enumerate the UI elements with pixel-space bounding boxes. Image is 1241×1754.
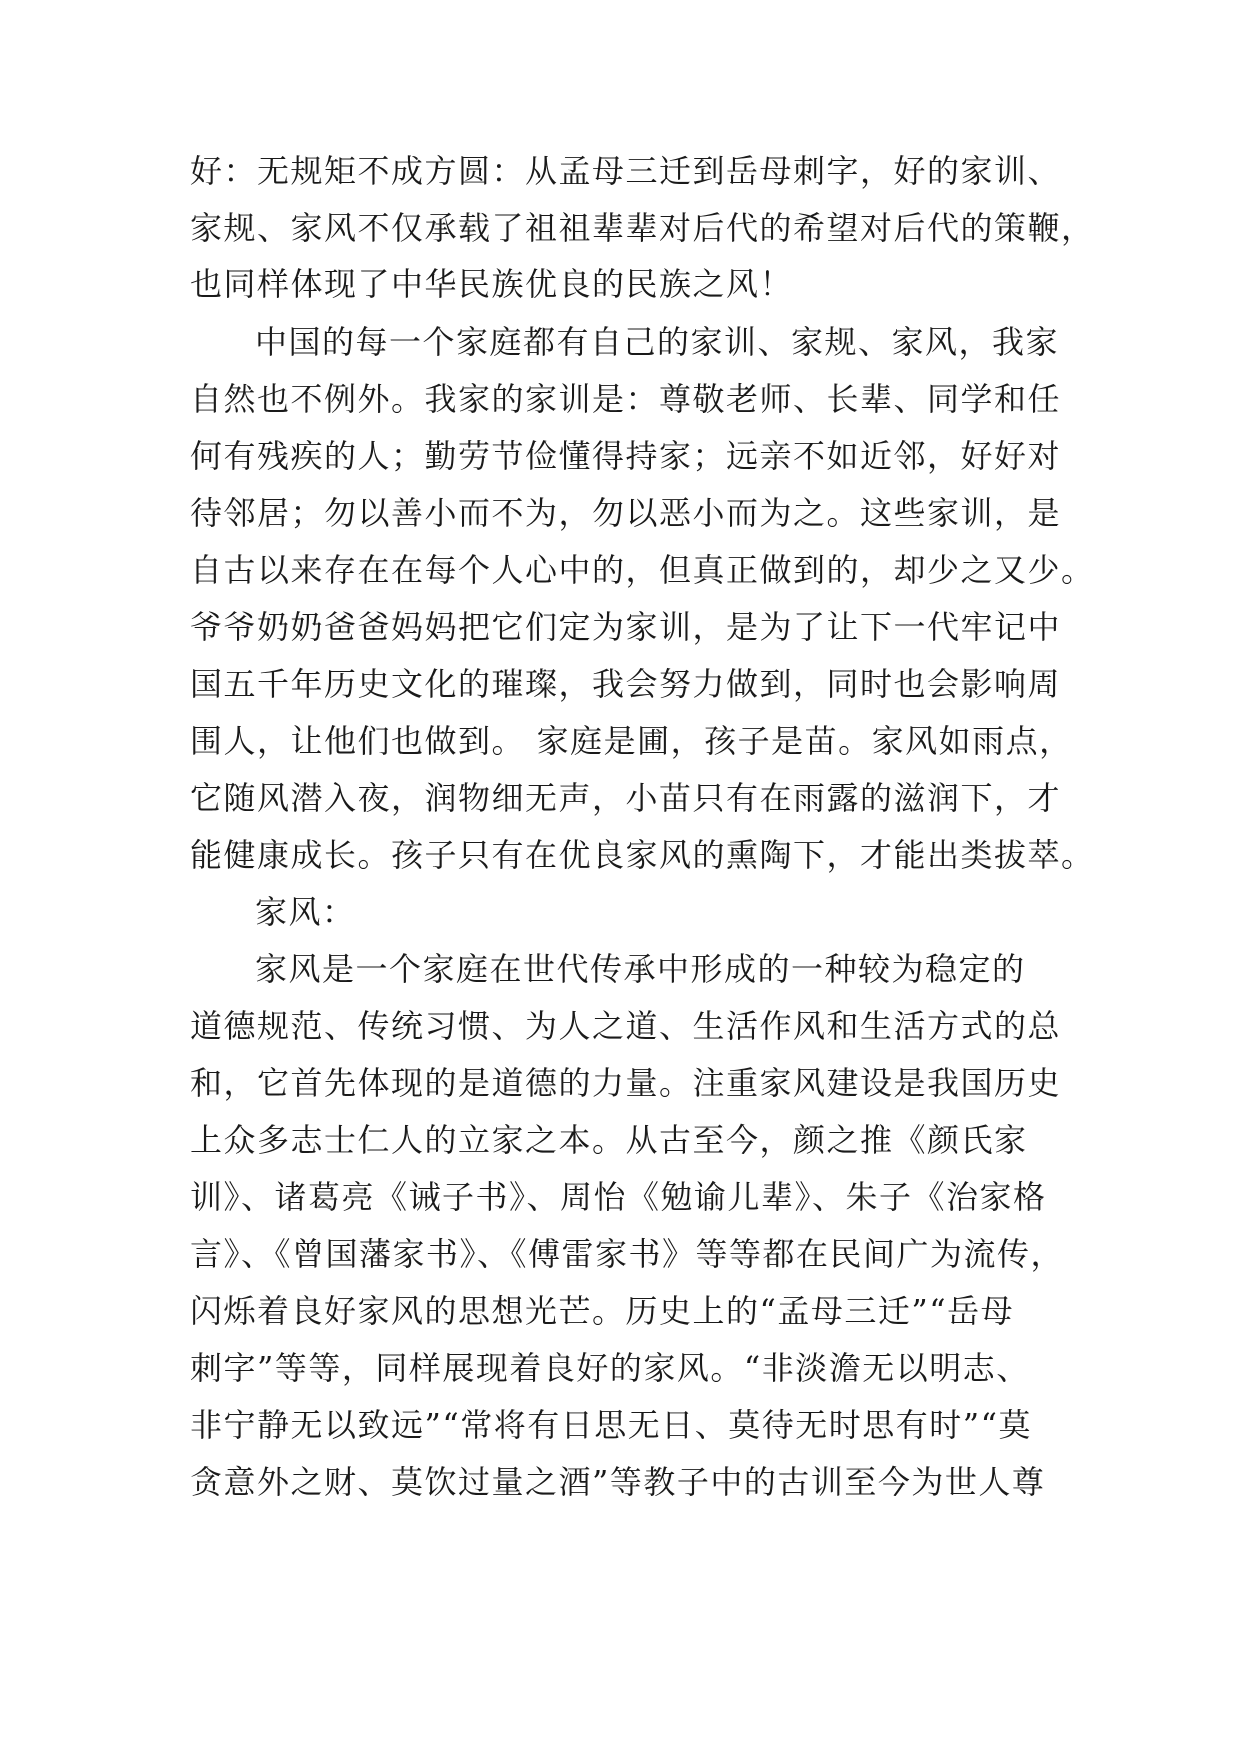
text-line: 爷爷奶奶爸爸妈妈把它们定为家训，是为了让下一代牢记中	[190, 608, 1062, 646]
text-line: 非宁静无以致远”“常将有日思无日、莫待无时思有时”“莫	[190, 1406, 1032, 1444]
text-line: 道德规范、传统习惯、为人之道、生活作风和生活方式的总	[190, 1007, 1062, 1045]
text-line: 和，它首先体现的是道德的力量。注重家风建设是我国历史	[190, 1064, 1062, 1102]
text-line: 自然也不例外。我家的家训是：尊敬老师、长辈、同学和任	[190, 380, 1062, 418]
text-line: 闪烁着良好家风的思想光芒。历史上的“孟母三迁”“岳母	[190, 1292, 1015, 1330]
text-line: 也同样体现了中华民族优良的民族之风！	[190, 265, 794, 303]
text-line: 好：无规矩不成方圆：从孟母三迁到岳母刺字，好的家训、	[190, 152, 1062, 190]
text-line: 何有残疾的人；勤劳节俭懂得持家；远亲不如近邻，好好对	[190, 437, 1062, 475]
text-line: 言》、《曾国藩家书》、《傅雷家书》等等都在民间广为流传，	[190, 1235, 1065, 1273]
paragraph-first-line: 家风是一个家庭在世代传承中形成的一种较为稳定的	[255, 950, 1026, 988]
text-line: 上众多志士仁人的立家之本。从古至今，颜之推《颜氏家	[190, 1121, 1028, 1159]
text-line: 家规、家风不仅承载了祖祖辈辈对后代的希望对后代的策鞭，	[190, 209, 1095, 247]
text-line: 它随风潜入夜，润物细无声，小苗只有在雨露的滋润下，才	[190, 779, 1062, 817]
text-line: 国五千年历史文化的璀璨，我会努力做到，同时也会影响周	[190, 665, 1062, 703]
text-line: 能健康成长。孩子只有在优良家风的熏陶下，才能出类拔萃。	[190, 836, 1095, 874]
paragraph-first-line: 中国的每一个家庭都有自己的家训、家规、家风，我家	[255, 323, 1060, 361]
section-heading: 家风：	[255, 893, 356, 931]
text-line: 训》、诸葛亮《诫子书》、周怡《勉谕儿辈》、朱子《治家格	[190, 1178, 1047, 1216]
text-line: 自古以来存在在每个人心中的，但真正做到的，却少之又少。	[190, 551, 1095, 589]
text-line: 待邻居；勿以善小而不为，勿以恶小而为之。这些家训，是	[190, 494, 1062, 532]
text-line: 贪意外之财、莫饮过量之酒”等教子中的古训至今为世人尊	[190, 1463, 1046, 1501]
text-line: 围人，让他们也做到。 家庭是圃，孩子是苗。家风如雨点，	[190, 722, 1073, 760]
text-line: 刺字”等等，同样展现着良好的家风。“非淡澹无以明志、	[190, 1349, 1030, 1387]
